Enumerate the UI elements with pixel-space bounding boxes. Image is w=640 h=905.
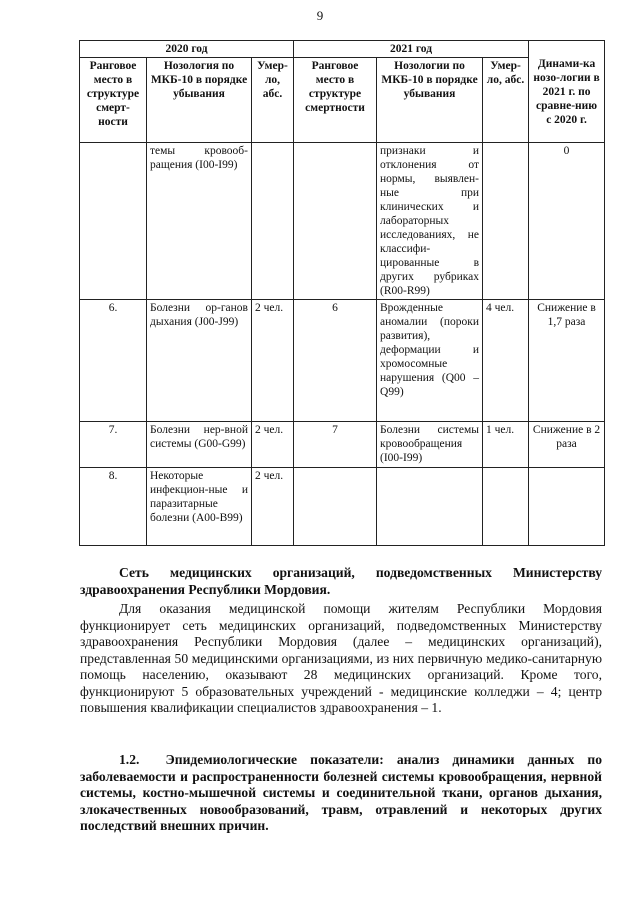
- cell-died-2021: 4 чел.: [483, 300, 529, 422]
- table-row: [80, 422, 605, 468]
- cell-died-2020: 2 чел.: [252, 422, 294, 468]
- cell-died-2021: 1 чел.: [483, 422, 529, 468]
- header-nosology-2020: Нозология по МКБ-10 в порядке убывания: [147, 58, 252, 143]
- cell-dynamics: Снижение в 1,7 раза: [529, 300, 605, 422]
- cell-dynamics: [529, 468, 605, 546]
- header-nosology-2021: Нозологии по МКБ-10 в порядке убывания: [377, 58, 483, 143]
- page-number: 9: [316, 8, 324, 23]
- cell-nosology-2021: Врожденные аномалии (пороки развития), деформации и хромосомные нарушения (Q00 – Q99): [377, 300, 483, 422]
- cell-rank-2021: 7: [294, 422, 377, 468]
- subsection-title: Эпидемиологические показатели: анализ динамики данных по заболеваемости и распространенности болезней системы кровообращения, нервной системы, костно-мышечной системы и соединительной ткани, органов дыхания, злокачественных новообразований, травм, отравлений и некоторых других последствий внешних причин.: [80, 752, 602, 833]
- cell-died-2020: 2 чел.: [252, 468, 294, 546]
- subsection-heading: [80, 752, 602, 835]
- section-heading: Сеть медицинских организаций, подведомственных Министерству здравоохранения Республики Мордовия.: [80, 565, 602, 597]
- cell-nosology-2020: Болезни нер-вной системы (G00-G99): [147, 422, 252, 468]
- cell-dynamics: Снижение в 2 раза: [529, 422, 605, 468]
- header-year-2020: 2020 год: [80, 41, 294, 58]
- cell-nosology-2021: признаки и отклонения от нормы, выявлен-ные при клинических и лабораторных исследованиях, не классифи-цированные в других рубриках (R00-R99): [377, 143, 483, 300]
- cell-nosology-2021: Болезни системы кровообращения (I00-I99): [377, 422, 483, 468]
- cell-died-2021: [483, 468, 529, 546]
- header-died-2020: Умер-ло, абс.: [252, 58, 294, 143]
- cell-rank-2021: [294, 143, 377, 300]
- cell-died-2020: [252, 143, 294, 300]
- cell-rank-2021: [294, 468, 377, 546]
- header-rank-2021: Ранговое место в структуре смертности: [294, 58, 377, 143]
- table-header-row: [80, 58, 605, 143]
- cell-dynamics: 0: [529, 143, 605, 300]
- header-dynamics: Динами-ка нозо-логии в 2021 г. по сравне-нию с 2020 г.: [529, 41, 605, 143]
- cell-rank-2020: [80, 143, 147, 300]
- table-row: [80, 300, 605, 422]
- cell-died-2021: [483, 143, 529, 300]
- cell-nosology-2021: [377, 468, 483, 546]
- cell-nosology-2020: Болезни ор-ганов дыхания (J00-J99): [147, 300, 252, 422]
- cell-rank-2020: 7.: [80, 422, 147, 468]
- subsection-number: 1.2.: [119, 752, 140, 767]
- cell-died-2020: 2 чел.: [252, 300, 294, 422]
- table-row: [80, 143, 605, 300]
- cell-rank-2020: 8.: [80, 468, 147, 546]
- cell-rank-2021: 6: [294, 300, 377, 422]
- header-year-2021: 2021 год: [294, 41, 529, 58]
- header-rank-2020: Ранговое место в структуре смерт-ности: [80, 58, 147, 143]
- section-paragraph: Для оказания медицинской помощи жителям Республики Мордовия функционирует сеть медицинских организаций, подведомственных Министерству здравоохранения Республики Мордовия (далее – медицинских организаций), представленная 50 медицинскими организациями, из них первичную медико-санитарную помощь населению, оказывают 28 медицинских организаций. Кроме того, функционируют 5 образовательных учреждений - медицинские колледжи – 4; центр повышения квалификации специалистов здравоохранения – 1.: [80, 601, 602, 715]
- mortality-table: [79, 40, 605, 546]
- cell-nosology-2020: темы кровооб-ращения (I00-I99): [147, 143, 252, 300]
- table-row: [80, 468, 605, 546]
- cell-rank-2020: 6.: [80, 300, 147, 422]
- table-header-group-row: [80, 41, 605, 58]
- header-died-2021: Умер-ло, абс.: [483, 58, 529, 143]
- cell-nosology-2020: Некоторые инфекцион-ные и паразитарные болезни (A00-B99): [147, 468, 252, 546]
